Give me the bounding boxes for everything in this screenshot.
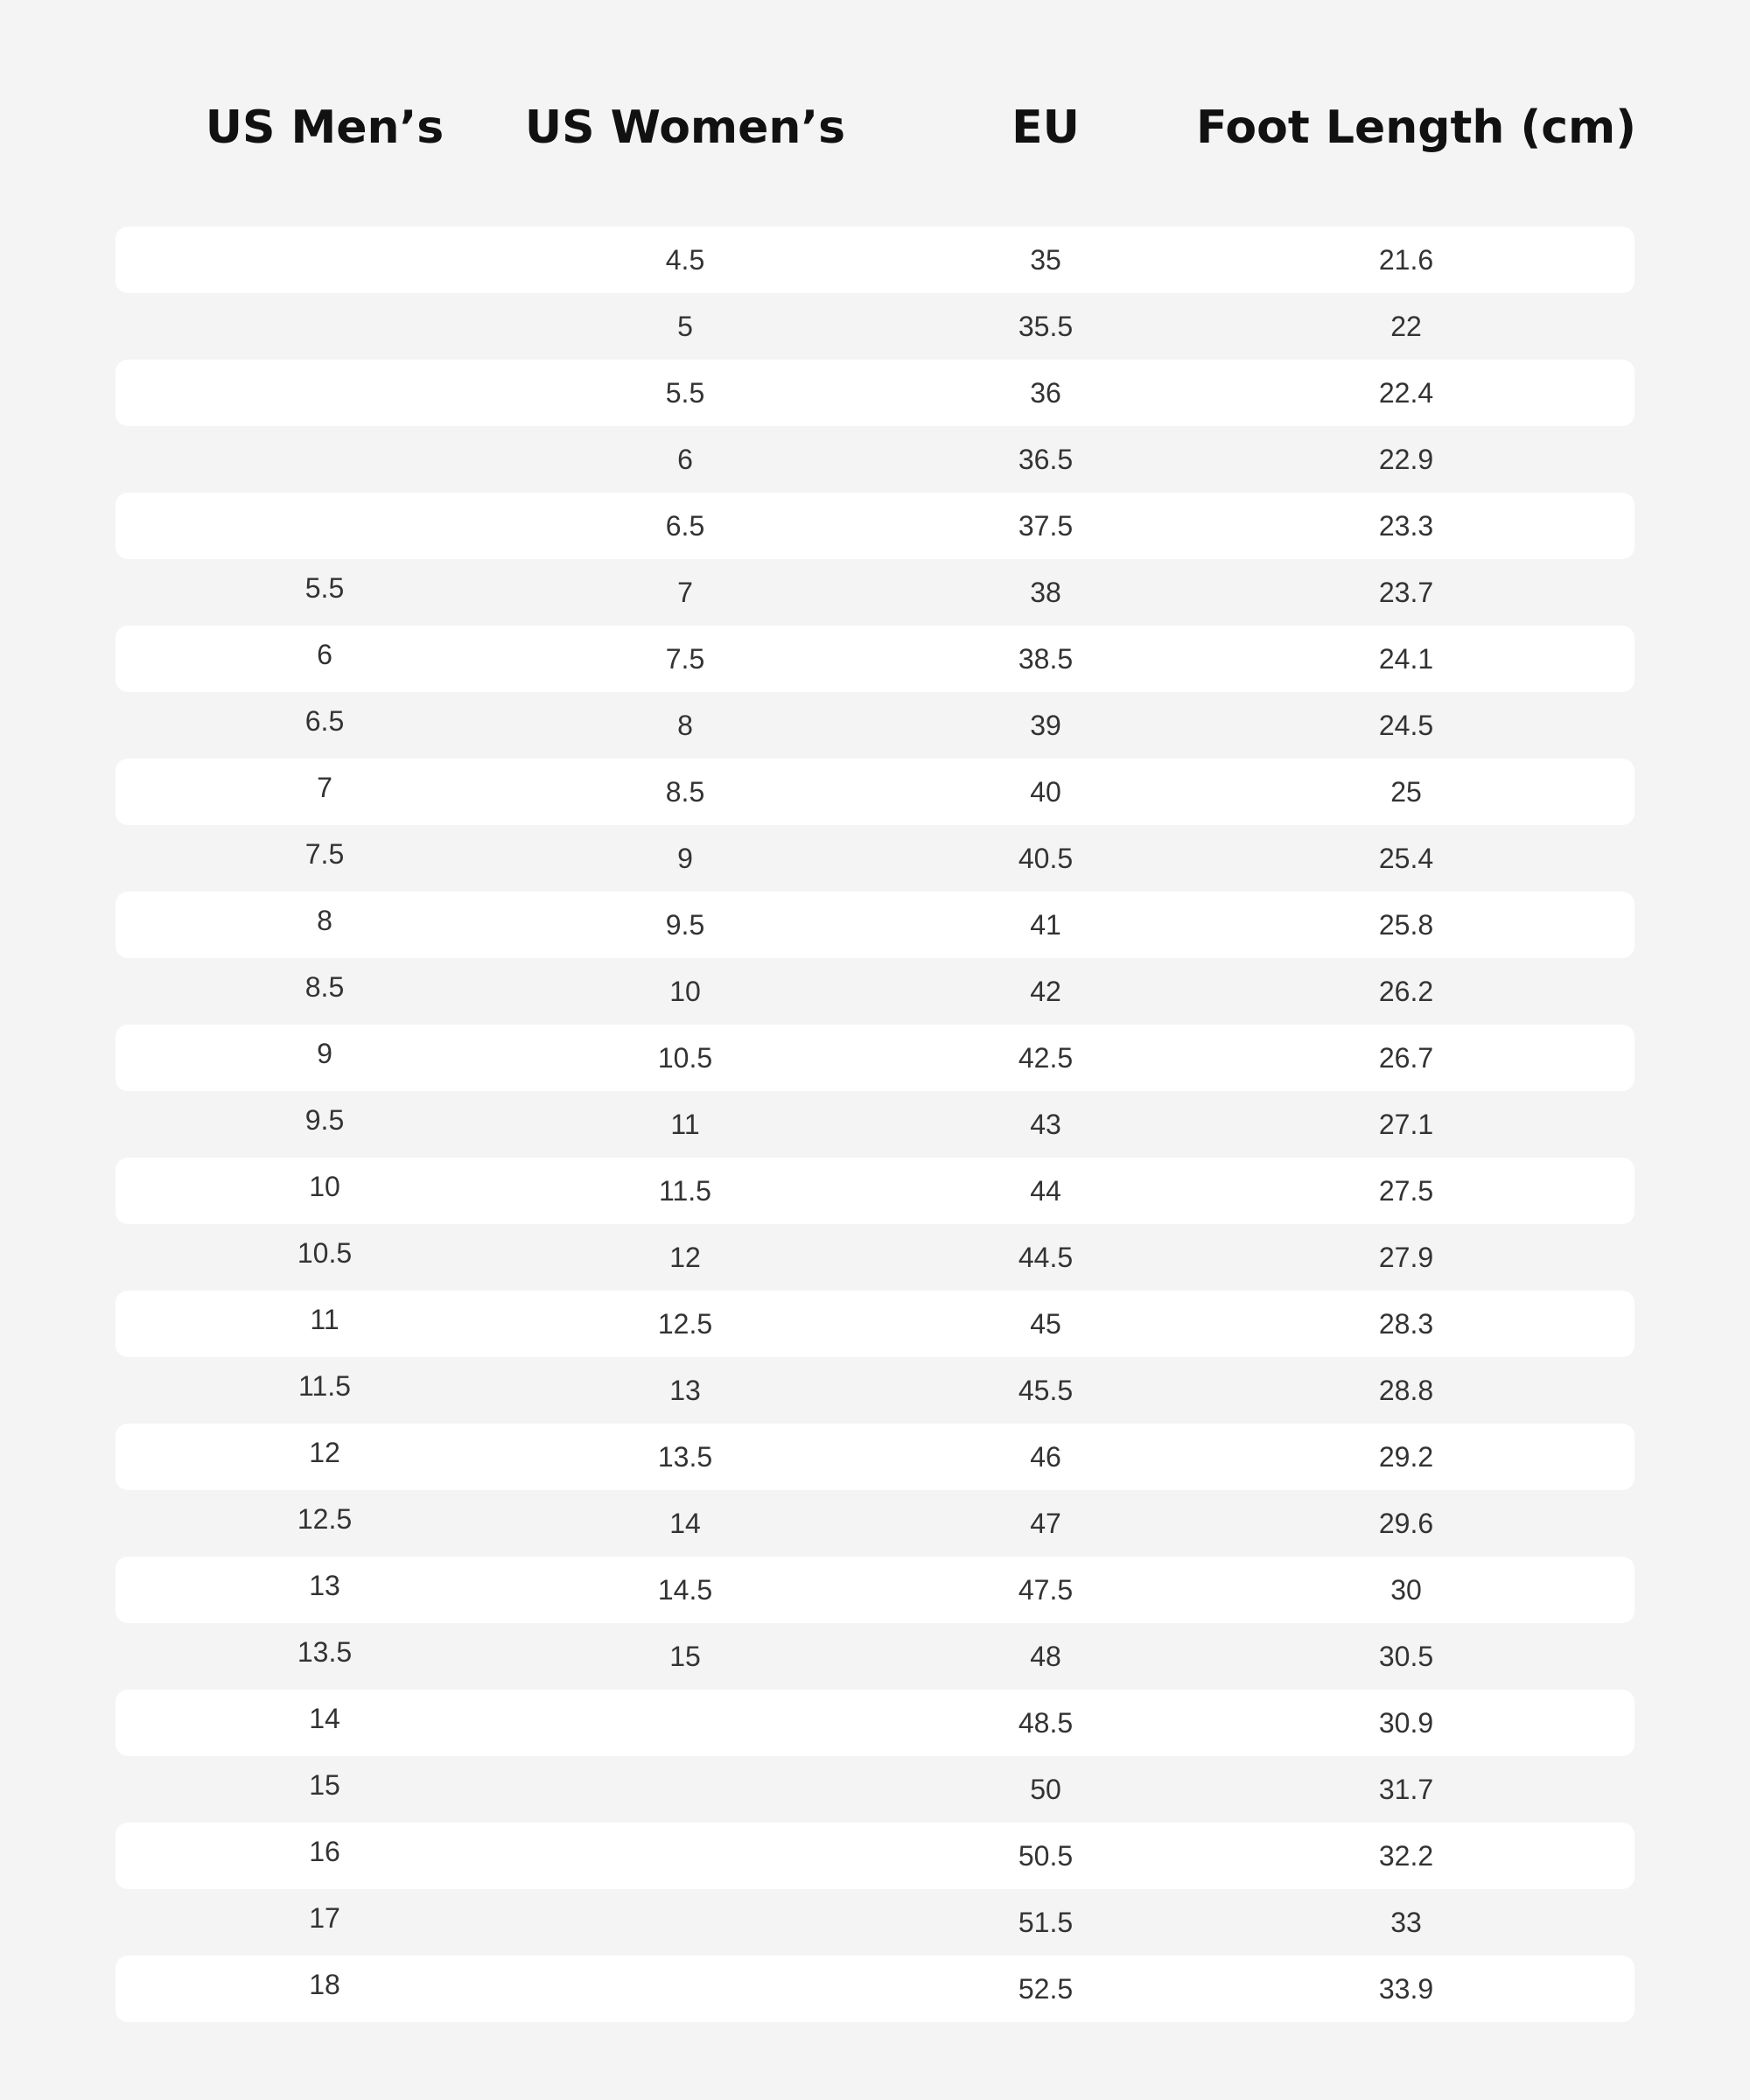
us-mens-cell: 6.5 (304, 705, 345, 737)
foot-length-cell: 24.5 (1378, 710, 1434, 741)
table-row (116, 1623, 1634, 1690)
foot-length-cell: 24.1 (1378, 643, 1434, 675)
eu-cell: 35.5 (1018, 311, 1074, 342)
table-row (116, 1823, 1634, 1889)
foot-length-cell: 23.3 (1378, 510, 1434, 542)
us-womens-cell: 5.5 (665, 377, 705, 409)
eu-cell: 47.5 (1018, 1574, 1074, 1606)
foot-length-cell: 25.4 (1378, 843, 1434, 874)
us-womens-cell: 13 (669, 1375, 701, 1406)
us-mens-cell: 7.5 (304, 838, 345, 870)
foot-length-cell: 27.5 (1378, 1175, 1434, 1207)
us-mens-cell: 17 (309, 1902, 340, 1934)
us-womens-cell: 10 (669, 976, 701, 1007)
foot-length-cell: 27.9 (1378, 1242, 1434, 1273)
table-row (116, 426, 1634, 493)
eu-cell: 50 (1030, 1774, 1061, 1805)
us-womens-cell: 14.5 (657, 1574, 713, 1606)
foot-length-cell: 22 (1390, 311, 1422, 342)
eu-cell: 44.5 (1018, 1242, 1074, 1273)
foot-length-cell: 22.4 (1378, 377, 1434, 409)
column-header-us-mens: US Men’s (205, 102, 444, 154)
table-row (116, 1025, 1634, 1091)
foot-length-cell: 31.7 (1378, 1774, 1434, 1805)
us-womens-cell: 11.5 (659, 1175, 711, 1207)
us-mens-cell (193, 493, 456, 559)
us-mens-cell (193, 227, 456, 293)
foot-length-cell: 25 (1390, 776, 1422, 808)
eu-cell: 43 (1030, 1109, 1061, 1140)
us-mens-cell: 15 (309, 1769, 340, 1801)
us-womens-cell: 12 (669, 1242, 701, 1273)
column-header-eu: EU (1012, 102, 1080, 154)
us-mens-cell: 13.5 (297, 1636, 353, 1668)
eu-cell: 45.5 (1018, 1375, 1074, 1406)
table-row (116, 1357, 1634, 1424)
us-mens-cell: 13 (309, 1570, 340, 1601)
eu-cell: 45 (1030, 1308, 1061, 1340)
us-womens-cell: 7.5 (665, 643, 705, 675)
us-womens-cell: 6 (677, 444, 693, 475)
eu-cell: 42 (1030, 976, 1061, 1007)
us-womens-cell (554, 1690, 816, 1756)
foot-length-cell: 29.2 (1378, 1441, 1434, 1473)
us-womens-cell: 15 (669, 1641, 701, 1672)
foot-length-cell: 26.7 (1378, 1042, 1434, 1074)
foot-length-cell: 26.2 (1378, 976, 1434, 1007)
us-mens-cell: 11 (310, 1304, 340, 1335)
eu-cell: 52.5 (1018, 1973, 1074, 2005)
table-row (116, 1490, 1634, 1557)
eu-cell: 48 (1030, 1641, 1061, 1672)
eu-cell: 50.5 (1018, 1840, 1074, 1872)
table-header (0, 0, 1750, 228)
us-mens-cell: 9.5 (304, 1104, 345, 1136)
us-womens-cell: 8 (677, 710, 693, 741)
us-womens-cell: 4.5 (665, 244, 705, 276)
eu-cell: 46 (1030, 1441, 1061, 1473)
eu-cell: 38 (1030, 577, 1061, 608)
eu-cell: 35 (1030, 244, 1061, 276)
us-womens-cell (554, 1889, 816, 1956)
us-womens-cell: 9.5 (665, 909, 705, 941)
table-row (116, 1091, 1634, 1158)
foot-length-cell: 32.2 (1378, 1840, 1434, 1872)
us-mens-cell: 9 (317, 1038, 332, 1069)
eu-cell: 44 (1030, 1175, 1061, 1207)
table-row (116, 1690, 1634, 1756)
foot-length-cell: 30.5 (1378, 1641, 1434, 1672)
us-mens-cell: 18 (309, 1969, 340, 2000)
foot-length-cell: 27.1 (1378, 1109, 1434, 1140)
us-womens-cell (554, 1956, 816, 2022)
us-mens-cell: 11.5 (298, 1370, 351, 1402)
table-row (116, 1291, 1634, 1357)
eu-cell: 40.5 (1018, 843, 1074, 874)
size-chart-table (116, 227, 1634, 2022)
table-row (116, 1557, 1634, 1623)
us-womens-cell: 9 (677, 843, 693, 874)
us-mens-cell: 10 (309, 1171, 340, 1202)
eu-cell: 48.5 (1018, 1707, 1074, 1739)
table-row (116, 1158, 1634, 1224)
us-mens-cell: 6 (317, 639, 332, 670)
eu-cell: 36 (1030, 377, 1061, 409)
table-row (116, 692, 1634, 759)
table-row (116, 1756, 1634, 1823)
us-womens-cell: 5 (677, 311, 693, 342)
us-womens-cell: 12.5 (657, 1308, 713, 1340)
foot-length-cell: 29.6 (1378, 1508, 1434, 1539)
eu-cell: 47 (1030, 1508, 1061, 1539)
us-womens-cell: 10.5 (657, 1042, 713, 1074)
eu-cell: 38.5 (1018, 643, 1074, 675)
foot-length-cell: 22.9 (1378, 444, 1434, 475)
table-row (116, 293, 1634, 360)
us-womens-cell: 14 (669, 1508, 701, 1539)
table-row (116, 958, 1634, 1025)
table-row (116, 1889, 1634, 1956)
table-row (116, 559, 1634, 626)
table-row (116, 1424, 1634, 1490)
us-mens-cell: 5.5 (304, 572, 345, 604)
us-mens-cell (193, 426, 456, 493)
us-mens-cell (193, 360, 456, 426)
eu-cell: 40 (1030, 776, 1061, 808)
us-mens-cell: 10.5 (297, 1237, 353, 1269)
eu-cell: 36.5 (1018, 444, 1074, 475)
us-mens-cell: 12.5 (297, 1503, 353, 1535)
us-womens-cell: 7 (677, 577, 693, 608)
foot-length-cell: 21.6 (1378, 244, 1434, 276)
foot-length-cell: 33 (1390, 1907, 1422, 1938)
us-mens-cell: 14 (309, 1703, 340, 1734)
table-row (116, 1956, 1634, 2022)
us-womens-cell (554, 1823, 816, 1889)
table-row (116, 892, 1634, 958)
us-mens-cell: 12 (309, 1437, 340, 1468)
table-row (116, 626, 1634, 692)
column-header-foot-length: Foot Length (cm) (1196, 102, 1636, 154)
us-womens-cell: 8.5 (665, 776, 705, 808)
table-row (116, 759, 1634, 825)
foot-length-cell: 30 (1390, 1574, 1422, 1606)
foot-length-cell: 28.3 (1378, 1308, 1434, 1340)
table-row (116, 493, 1634, 559)
eu-cell: 42.5 (1018, 1042, 1074, 1074)
eu-cell: 37.5 (1018, 510, 1074, 542)
us-mens-cell: 7 (317, 772, 332, 803)
table-row (116, 1224, 1634, 1291)
foot-length-cell: 30.9 (1378, 1707, 1434, 1739)
us-mens-cell: 8.5 (304, 971, 345, 1003)
table-row (116, 227, 1634, 293)
us-womens-cell: 6.5 (665, 510, 705, 542)
foot-length-cell: 25.8 (1378, 909, 1434, 941)
us-mens-cell (193, 293, 456, 360)
foot-length-cell: 28.8 (1378, 1375, 1434, 1406)
table-row (116, 825, 1634, 892)
us-womens-cell (554, 1756, 816, 1823)
foot-length-cell: 33.9 (1378, 1973, 1434, 2005)
us-womens-cell: 13.5 (657, 1441, 713, 1473)
us-womens-cell: 11 (670, 1109, 700, 1140)
eu-cell: 39 (1030, 710, 1061, 741)
table-row (116, 360, 1634, 426)
column-header-us-womens: US Women’s (524, 102, 846, 154)
us-mens-cell: 8 (317, 905, 332, 936)
eu-cell: 51.5 (1018, 1907, 1074, 1938)
eu-cell: 41 (1030, 909, 1061, 941)
us-mens-cell: 16 (309, 1836, 340, 1867)
foot-length-cell: 23.7 (1378, 577, 1434, 608)
